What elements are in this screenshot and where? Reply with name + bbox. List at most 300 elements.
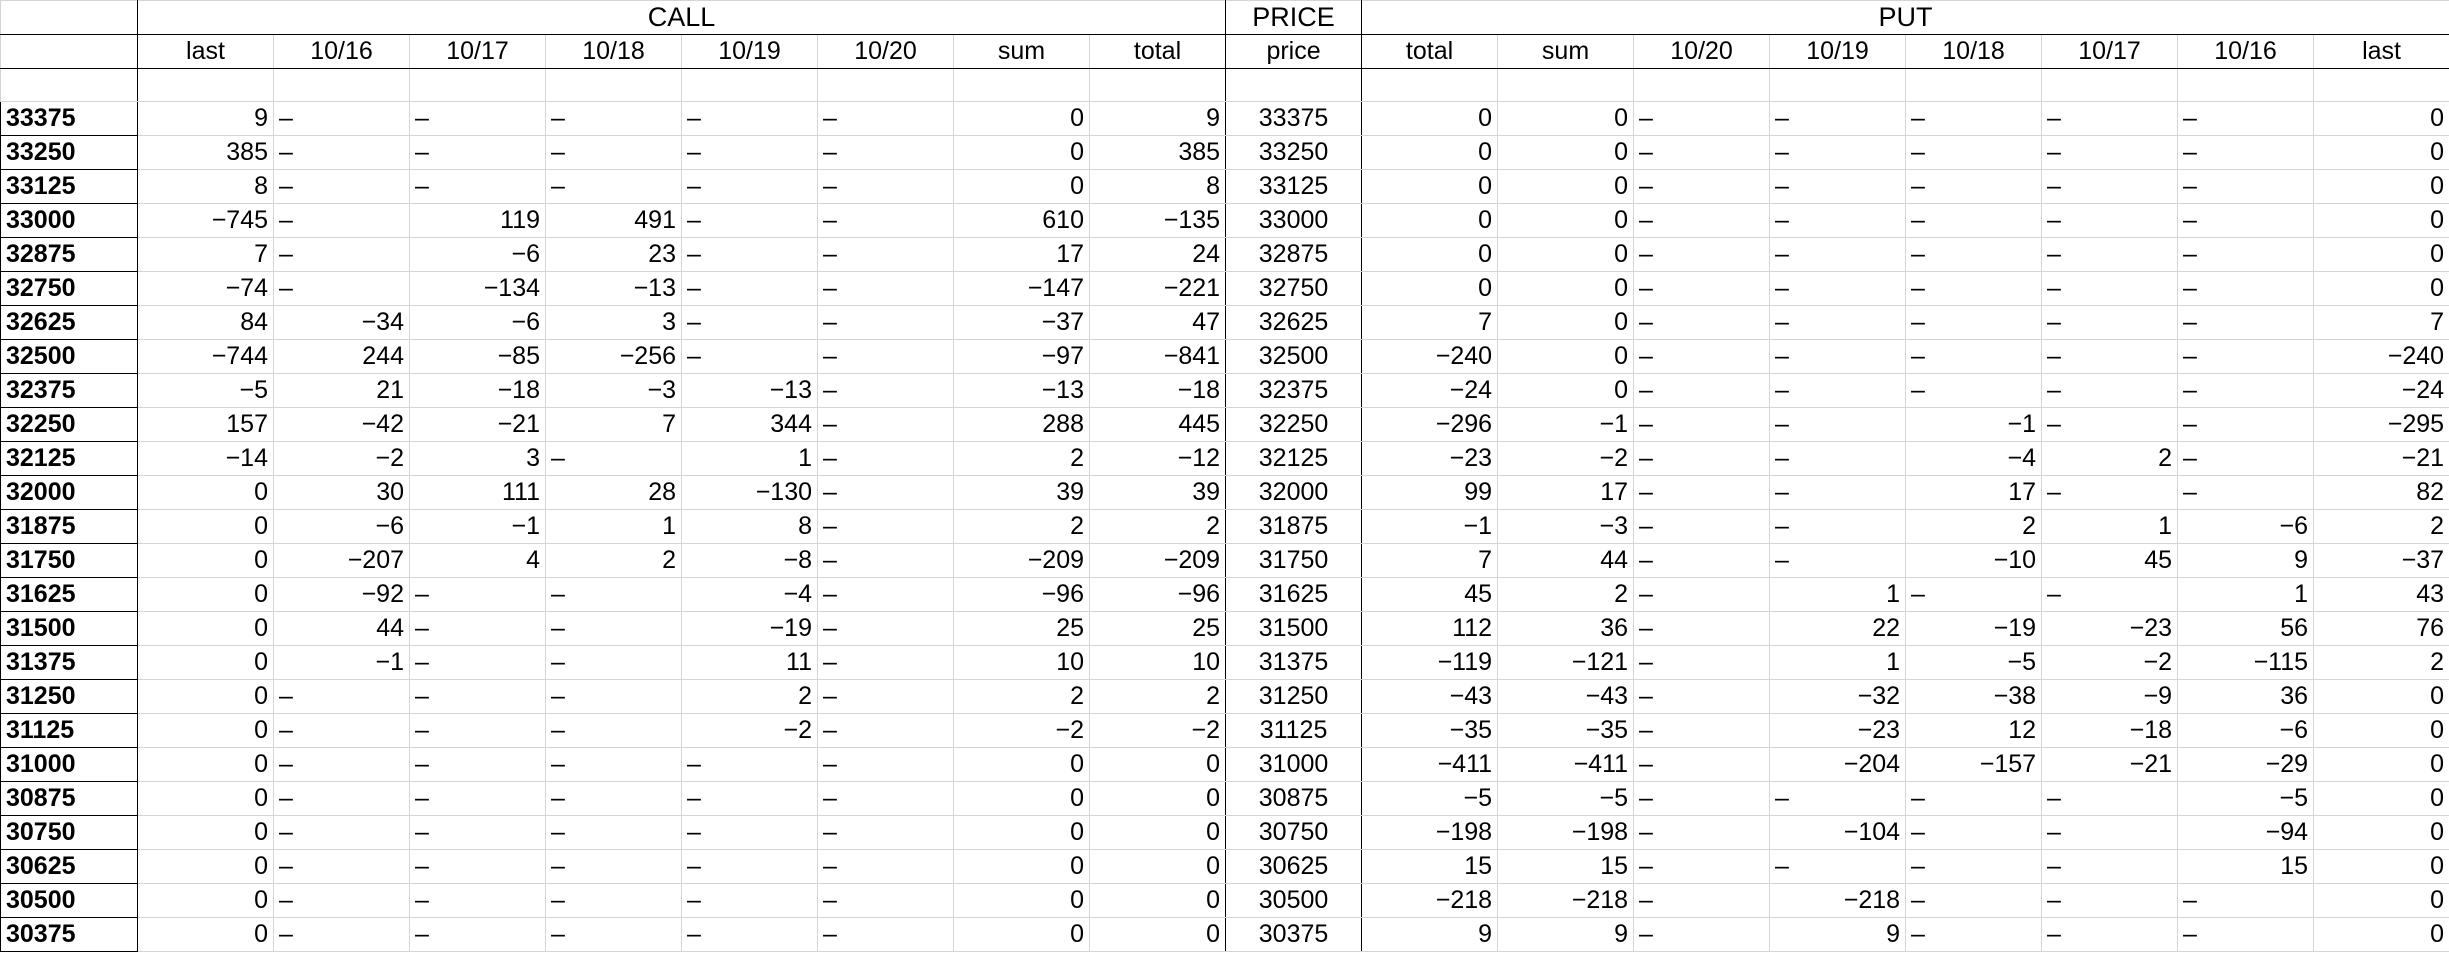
table-cell[interactable]: 2: [1906, 510, 2042, 544]
table-cell[interactable]: –: [818, 102, 954, 136]
table-cell[interactable]: –: [818, 476, 954, 510]
table-cell[interactable]: 9: [138, 102, 274, 136]
table-cell[interactable]: –: [1906, 578, 2042, 612]
column-header[interactable]: price: [1226, 35, 1362, 69]
table-cell[interactable]: 2: [954, 680, 1090, 714]
row-header-strike[interactable]: 33250: [1, 136, 138, 170]
table-cell[interactable]: 36: [1498, 612, 1634, 646]
row-header-strike[interactable]: 33000: [1, 204, 138, 238]
table-cell[interactable]: –: [2178, 374, 2314, 408]
table-cell[interactable]: 0: [1498, 170, 1634, 204]
table-cell[interactable]: −42: [274, 408, 410, 442]
table-cell[interactable]: 445: [1090, 408, 1226, 442]
table-cell[interactable]: –: [410, 646, 546, 680]
table-cell[interactable]: −121: [1498, 646, 1634, 680]
table-cell[interactable]: 28: [546, 476, 682, 510]
table-cell[interactable]: –: [1906, 204, 2042, 238]
price-cell[interactable]: 32375: [1226, 374, 1362, 408]
empty-cell[interactable]: [138, 69, 274, 102]
price-cell[interactable]: 32875: [1226, 238, 1362, 272]
table-cell[interactable]: −2: [954, 714, 1090, 748]
empty-cell[interactable]: [1226, 69, 1362, 102]
table-cell[interactable]: –: [1770, 102, 1906, 136]
table-cell[interactable]: –: [274, 782, 410, 816]
table-cell[interactable]: –: [2042, 578, 2178, 612]
group-header-put[interactable]: PUT: [1362, 1, 2449, 35]
table-cell[interactable]: –: [1770, 272, 1906, 306]
table-cell[interactable]: –: [1906, 884, 2042, 918]
table-cell[interactable]: −43: [1498, 680, 1634, 714]
table-cell[interactable]: −23: [1770, 714, 1906, 748]
empty-cell[interactable]: [1770, 69, 1906, 102]
table-cell[interactable]: −37: [2314, 544, 2449, 578]
table-cell[interactable]: 0: [2314, 136, 2449, 170]
table-cell[interactable]: –: [1634, 374, 1770, 408]
table-cell[interactable]: 344: [682, 408, 818, 442]
table-cell[interactable]: 0: [138, 544, 274, 578]
table-cell[interactable]: 0: [1362, 136, 1498, 170]
table-cell[interactable]: 112: [1362, 612, 1498, 646]
table-cell[interactable]: −4: [1906, 442, 2042, 476]
table-cell[interactable]: –: [546, 136, 682, 170]
table-cell[interactable]: 0: [1090, 850, 1226, 884]
table-cell[interactable]: 0: [2314, 170, 2449, 204]
table-cell[interactable]: –: [1906, 306, 2042, 340]
table-cell[interactable]: −97: [954, 340, 1090, 374]
table-cell[interactable]: –: [410, 102, 546, 136]
table-cell[interactable]: 9: [2178, 544, 2314, 578]
table-cell[interactable]: –: [1770, 136, 1906, 170]
table-cell[interactable]: −157: [1906, 748, 2042, 782]
table-cell[interactable]: −38: [1906, 680, 2042, 714]
table-cell[interactable]: –: [1634, 306, 1770, 340]
table-cell[interactable]: –: [274, 204, 410, 238]
price-cell[interactable]: 31250: [1226, 680, 1362, 714]
table-cell[interactable]: –: [682, 170, 818, 204]
table-cell[interactable]: –: [682, 102, 818, 136]
table-cell[interactable]: –: [2178, 340, 2314, 374]
table-cell[interactable]: −218: [1770, 884, 1906, 918]
row-header-strike[interactable]: 33125: [1, 170, 138, 204]
table-cell[interactable]: –: [818, 714, 954, 748]
table-cell[interactable]: −96: [1090, 578, 1226, 612]
empty-cell[interactable]: [1362, 69, 1498, 102]
table-cell[interactable]: –: [1770, 442, 1906, 476]
table-cell[interactable]: 610: [954, 204, 1090, 238]
table-cell[interactable]: −43: [1362, 680, 1498, 714]
table-cell[interactable]: −130: [682, 476, 818, 510]
table-cell[interactable]: −256: [546, 340, 682, 374]
table-cell[interactable]: –: [274, 170, 410, 204]
price-cell[interactable]: 31000: [1226, 748, 1362, 782]
table-cell[interactable]: 0: [954, 884, 1090, 918]
table-cell[interactable]: 0: [2314, 884, 2449, 918]
table-cell[interactable]: −18: [410, 374, 546, 408]
table-cell[interactable]: 0: [954, 782, 1090, 816]
empty-cell[interactable]: [274, 69, 410, 102]
table-cell[interactable]: 8: [682, 510, 818, 544]
table-cell[interactable]: −1: [1906, 408, 2042, 442]
table-cell[interactable]: 7: [2314, 306, 2449, 340]
table-cell[interactable]: 2: [2314, 646, 2449, 680]
table-cell[interactable]: –: [2178, 884, 2314, 918]
table-cell[interactable]: –: [274, 748, 410, 782]
table-cell[interactable]: 0: [138, 918, 274, 952]
table-cell[interactable]: −204: [1770, 748, 1906, 782]
table-cell[interactable]: 25: [954, 612, 1090, 646]
table-cell[interactable]: 15: [1498, 850, 1634, 884]
table-cell[interactable]: 0: [2314, 238, 2449, 272]
column-header[interactable]: last: [2314, 35, 2449, 69]
table-cell[interactable]: 84: [138, 306, 274, 340]
table-cell[interactable]: –: [2178, 408, 2314, 442]
table-cell[interactable]: –: [818, 850, 954, 884]
table-cell[interactable]: −745: [138, 204, 274, 238]
table-cell[interactable]: 0: [2314, 748, 2449, 782]
table-cell[interactable]: 0: [2314, 918, 2449, 952]
table-cell[interactable]: 0: [954, 918, 1090, 952]
table-cell[interactable]: –: [682, 816, 818, 850]
table-cell[interactable]: −24: [1362, 374, 1498, 408]
table-cell[interactable]: –: [818, 374, 954, 408]
table-cell[interactable]: 0: [954, 170, 1090, 204]
table-cell[interactable]: 11: [682, 646, 818, 680]
table-cell[interactable]: –: [682, 748, 818, 782]
empty-cell[interactable]: [2314, 69, 2449, 102]
group-header-call[interactable]: CALL: [138, 1, 1226, 35]
table-cell[interactable]: –: [2042, 782, 2178, 816]
table-cell[interactable]: –: [1634, 102, 1770, 136]
table-cell[interactable]: 1: [2178, 578, 2314, 612]
empty-cell[interactable]: [2178, 69, 2314, 102]
table-cell[interactable]: −2: [1090, 714, 1226, 748]
table-cell[interactable]: 491: [546, 204, 682, 238]
row-header-strike[interactable]: 32250: [1, 408, 138, 442]
row-header-strike[interactable]: 32500: [1, 340, 138, 374]
table-cell[interactable]: –: [410, 578, 546, 612]
table-cell[interactable]: 10: [1090, 646, 1226, 680]
table-cell[interactable]: −9: [2042, 680, 2178, 714]
table-cell[interactable]: –: [818, 272, 954, 306]
table-cell[interactable]: –: [1906, 374, 2042, 408]
table-cell[interactable]: 36: [2178, 680, 2314, 714]
table-cell[interactable]: –: [2042, 272, 2178, 306]
row-header-strike[interactable]: 33375: [1, 102, 138, 136]
table-cell[interactable]: 9: [1362, 918, 1498, 952]
table-cell[interactable]: –: [546, 918, 682, 952]
table-cell[interactable]: −23: [1362, 442, 1498, 476]
table-cell[interactable]: −1: [1498, 408, 1634, 442]
table-cell[interactable]: 0: [954, 102, 1090, 136]
table-cell[interactable]: –: [2178, 204, 2314, 238]
table-cell[interactable]: 22: [1770, 612, 1906, 646]
table-cell[interactable]: 0: [138, 680, 274, 714]
table-cell[interactable]: –: [818, 510, 954, 544]
table-cell[interactable]: −21: [2314, 442, 2449, 476]
table-cell[interactable]: 2: [954, 510, 1090, 544]
table-cell[interactable]: −411: [1498, 748, 1634, 782]
table-cell[interactable]: –: [546, 102, 682, 136]
table-cell[interactable]: −1: [1362, 510, 1498, 544]
table-cell[interactable]: –: [1634, 204, 1770, 238]
price-cell[interactable]: 31875: [1226, 510, 1362, 544]
table-cell[interactable]: −24: [2314, 374, 2449, 408]
table-cell[interactable]: –: [1634, 578, 1770, 612]
column-header[interactable]: 10/19: [1770, 35, 1906, 69]
price-cell[interactable]: 31625: [1226, 578, 1362, 612]
table-cell[interactable]: 0: [954, 816, 1090, 850]
table-cell[interactable]: −5: [1362, 782, 1498, 816]
table-cell[interactable]: −35: [1498, 714, 1634, 748]
table-cell[interactable]: –: [1906, 850, 2042, 884]
table-cell[interactable]: –: [546, 884, 682, 918]
table-cell[interactable]: –: [682, 850, 818, 884]
table-cell[interactable]: −6: [410, 238, 546, 272]
table-cell[interactable]: –: [1770, 850, 1906, 884]
table-cell[interactable]: 0: [138, 646, 274, 680]
table-cell[interactable]: 119: [410, 204, 546, 238]
table-cell[interactable]: –: [546, 714, 682, 748]
table-cell[interactable]: −18: [1090, 374, 1226, 408]
table-cell[interactable]: −8: [682, 544, 818, 578]
table-cell[interactable]: 0: [1498, 136, 1634, 170]
table-cell[interactable]: 8: [138, 170, 274, 204]
empty-cell[interactable]: [954, 69, 1090, 102]
group-header-corner[interactable]: [1, 1, 138, 35]
table-cell[interactable]: −21: [2042, 748, 2178, 782]
table-cell[interactable]: −2: [1498, 442, 1634, 476]
table-cell[interactable]: –: [2042, 238, 2178, 272]
table-cell[interactable]: −240: [2314, 340, 2449, 374]
price-cell[interactable]: 32500: [1226, 340, 1362, 374]
column-header[interactable]: 10/20: [818, 35, 954, 69]
row-header-strike[interactable]: 31875: [1, 510, 138, 544]
table-cell[interactable]: –: [818, 136, 954, 170]
table-cell[interactable]: –: [410, 714, 546, 748]
table-cell[interactable]: –: [1770, 544, 1906, 578]
table-cell[interactable]: 0: [138, 510, 274, 544]
column-header[interactable]: [1, 35, 138, 69]
table-cell[interactable]: −841: [1090, 340, 1226, 374]
table-cell[interactable]: 44: [274, 612, 410, 646]
column-header[interactable]: sum: [1498, 35, 1634, 69]
table-cell[interactable]: 0: [138, 714, 274, 748]
empty-cell[interactable]: [2042, 69, 2178, 102]
table-cell[interactable]: –: [410, 748, 546, 782]
table-cell[interactable]: –: [1770, 170, 1906, 204]
table-cell[interactable]: –: [818, 442, 954, 476]
table-cell[interactable]: –: [1770, 238, 1906, 272]
table-cell[interactable]: –: [682, 918, 818, 952]
table-cell[interactable]: –: [546, 850, 682, 884]
table-cell[interactable]: 0: [2314, 102, 2449, 136]
table-cell[interactable]: 0: [1362, 238, 1498, 272]
table-cell[interactable]: 43: [2314, 578, 2449, 612]
table-cell[interactable]: −6: [274, 510, 410, 544]
table-cell[interactable]: 0: [138, 816, 274, 850]
table-cell[interactable]: −3: [1498, 510, 1634, 544]
table-cell[interactable]: 2: [2314, 510, 2449, 544]
table-cell[interactable]: −2: [2042, 646, 2178, 680]
table-cell[interactable]: –: [1906, 272, 2042, 306]
table-cell[interactable]: 2: [682, 680, 818, 714]
table-cell[interactable]: –: [2042, 102, 2178, 136]
table-cell[interactable]: –: [1906, 102, 2042, 136]
table-cell[interactable]: –: [818, 782, 954, 816]
empty-cell[interactable]: [1634, 69, 1770, 102]
table-cell[interactable]: –: [682, 272, 818, 306]
table-cell[interactable]: −5: [138, 374, 274, 408]
table-cell[interactable]: 0: [138, 748, 274, 782]
table-cell[interactable]: –: [1634, 272, 1770, 306]
table-cell[interactable]: –: [2178, 442, 2314, 476]
table-cell[interactable]: 9: [1770, 918, 1906, 952]
table-cell[interactable]: –: [2178, 306, 2314, 340]
table-cell[interactable]: –: [818, 816, 954, 850]
table-cell[interactable]: 21: [274, 374, 410, 408]
table-cell[interactable]: 0: [1362, 170, 1498, 204]
table-cell[interactable]: –: [1634, 476, 1770, 510]
table-cell[interactable]: 2: [1090, 510, 1226, 544]
column-header[interactable]: 10/17: [410, 35, 546, 69]
column-header[interactable]: total: [1362, 35, 1498, 69]
table-cell[interactable]: 0: [954, 850, 1090, 884]
table-cell[interactable]: –: [2042, 476, 2178, 510]
table-cell[interactable]: –: [274, 136, 410, 170]
empty-cell[interactable]: [1498, 69, 1634, 102]
price-cell[interactable]: 31500: [1226, 612, 1362, 646]
table-cell[interactable]: –: [546, 782, 682, 816]
table-cell[interactable]: 0: [2314, 680, 2449, 714]
table-cell[interactable]: –: [410, 136, 546, 170]
table-cell[interactable]: 0: [954, 136, 1090, 170]
price-cell[interactable]: 31375: [1226, 646, 1362, 680]
table-cell[interactable]: −2: [682, 714, 818, 748]
table-cell[interactable]: –: [546, 578, 682, 612]
row-header-strike[interactable]: 30750: [1, 816, 138, 850]
table-cell[interactable]: −6: [2178, 510, 2314, 544]
table-cell[interactable]: 76: [2314, 612, 2449, 646]
table-cell[interactable]: −21: [410, 408, 546, 442]
table-cell[interactable]: –: [1634, 884, 1770, 918]
empty-cell[interactable]: [682, 69, 818, 102]
table-cell[interactable]: 0: [138, 782, 274, 816]
table-cell[interactable]: –: [818, 646, 954, 680]
table-cell[interactable]: –: [274, 272, 410, 306]
table-cell[interactable]: 0: [138, 850, 274, 884]
table-cell[interactable]: 2: [2042, 442, 2178, 476]
price-cell[interactable]: 31125: [1226, 714, 1362, 748]
table-cell[interactable]: –: [818, 170, 954, 204]
table-cell[interactable]: –: [546, 612, 682, 646]
row-header-strike[interactable]: 30375: [1, 918, 138, 952]
table-cell[interactable]: 15: [1362, 850, 1498, 884]
table-cell[interactable]: −92: [274, 578, 410, 612]
row-header-strike[interactable]: 32750: [1, 272, 138, 306]
empty-cell[interactable]: [1090, 69, 1226, 102]
price-cell[interactable]: 33250: [1226, 136, 1362, 170]
table-cell[interactable]: 7: [546, 408, 682, 442]
table-cell[interactable]: −19: [1906, 612, 2042, 646]
table-cell[interactable]: 3: [546, 306, 682, 340]
table-cell[interactable]: 0: [1498, 204, 1634, 238]
row-header-strike[interactable]: 32875: [1, 238, 138, 272]
price-cell[interactable]: 32750: [1226, 272, 1362, 306]
table-cell[interactable]: −1: [274, 646, 410, 680]
price-cell[interactable]: 30750: [1226, 816, 1362, 850]
table-cell[interactable]: 39: [1090, 476, 1226, 510]
table-cell[interactable]: –: [682, 238, 818, 272]
table-cell[interactable]: 0: [138, 612, 274, 646]
table-cell[interactable]: –: [818, 612, 954, 646]
column-header[interactable]: 10/18: [1906, 35, 2042, 69]
table-cell[interactable]: −74: [138, 272, 274, 306]
table-cell[interactable]: −34: [274, 306, 410, 340]
table-cell[interactable]: 8: [1090, 170, 1226, 204]
column-header[interactable]: sum: [954, 35, 1090, 69]
table-cell[interactable]: –: [818, 408, 954, 442]
table-cell[interactable]: −14: [138, 442, 274, 476]
group-header-price[interactable]: PRICE: [1226, 1, 1362, 35]
table-cell[interactable]: −104: [1770, 816, 1906, 850]
table-cell[interactable]: −198: [1498, 816, 1634, 850]
price-cell[interactable]: 32125: [1226, 442, 1362, 476]
table-cell[interactable]: 24: [1090, 238, 1226, 272]
table-cell[interactable]: 111: [410, 476, 546, 510]
table-cell[interactable]: 0: [1362, 102, 1498, 136]
table-cell[interactable]: −198: [1362, 816, 1498, 850]
table-cell[interactable]: −240: [1362, 340, 1498, 374]
table-cell[interactable]: 1: [546, 510, 682, 544]
empty-cell[interactable]: [1, 69, 138, 102]
table-cell[interactable]: 17: [1498, 476, 1634, 510]
table-cell[interactable]: –: [1634, 612, 1770, 646]
column-header[interactable]: 10/18: [546, 35, 682, 69]
table-cell[interactable]: –: [1634, 340, 1770, 374]
table-cell[interactable]: –: [818, 748, 954, 782]
table-cell[interactable]: −12: [1090, 442, 1226, 476]
column-header[interactable]: 10/17: [2042, 35, 2178, 69]
table-cell[interactable]: −2: [274, 442, 410, 476]
table-cell[interactable]: –: [1634, 544, 1770, 578]
table-cell[interactable]: −218: [1498, 884, 1634, 918]
table-cell[interactable]: 0: [1498, 272, 1634, 306]
table-cell[interactable]: –: [818, 544, 954, 578]
table-cell[interactable]: –: [682, 204, 818, 238]
price-cell[interactable]: 33000: [1226, 204, 1362, 238]
table-cell[interactable]: –: [2178, 476, 2314, 510]
row-header-strike[interactable]: 31625: [1, 578, 138, 612]
table-cell[interactable]: –: [410, 680, 546, 714]
table-cell[interactable]: –: [2178, 136, 2314, 170]
table-cell[interactable]: 3: [410, 442, 546, 476]
price-cell[interactable]: 30625: [1226, 850, 1362, 884]
table-cell[interactable]: −4: [682, 578, 818, 612]
table-cell[interactable]: −29: [2178, 748, 2314, 782]
table-cell[interactable]: –: [410, 816, 546, 850]
table-cell[interactable]: –: [2042, 918, 2178, 952]
table-cell[interactable]: 30: [274, 476, 410, 510]
price-cell[interactable]: 30375: [1226, 918, 1362, 952]
table-cell[interactable]: –: [1634, 680, 1770, 714]
table-cell[interactable]: 0: [1362, 272, 1498, 306]
column-header[interactable]: 10/20: [1634, 35, 1770, 69]
table-cell[interactable]: 0: [1498, 306, 1634, 340]
table-cell[interactable]: −135: [1090, 204, 1226, 238]
table-cell[interactable]: –: [1634, 646, 1770, 680]
table-cell[interactable]: –: [818, 204, 954, 238]
table-cell[interactable]: –: [1634, 918, 1770, 952]
